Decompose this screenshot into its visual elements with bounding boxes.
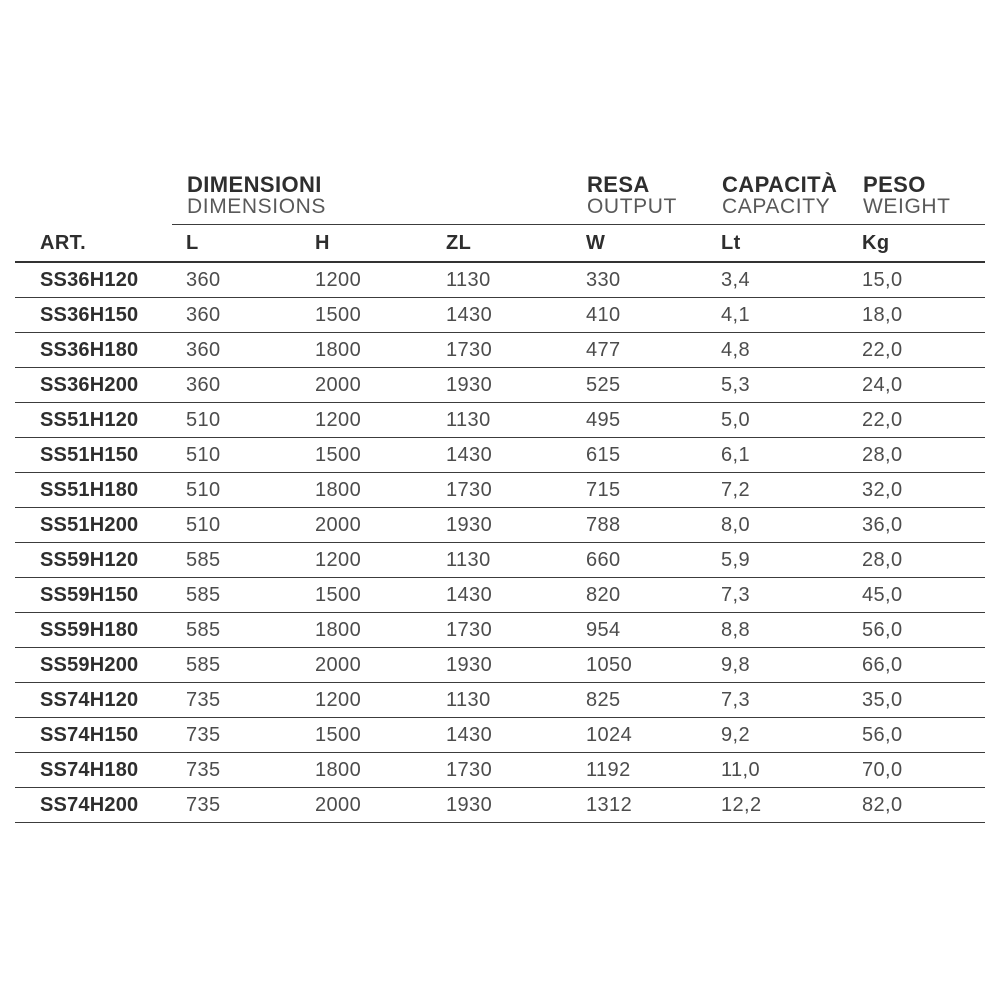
table-row	[15, 473, 985, 508]
kg-value-cell: 22,0	[862, 408, 903, 431]
table-row	[15, 683, 985, 718]
h-value-cell: 1800	[315, 338, 362, 361]
lt-value-cell: 5,9	[721, 548, 751, 571]
table-row	[15, 403, 985, 438]
lt-value-cell: 4,8	[721, 338, 751, 361]
zl-value-cell: 1730	[446, 338, 493, 361]
group-dimensions	[172, 174, 572, 224]
h-value-cell: 1200	[315, 688, 362, 711]
l-value-cell: 735	[186, 688, 221, 711]
h-value-cell: 1800	[315, 478, 362, 501]
l-value-cell: 735	[186, 723, 221, 746]
zl-value-cell: 1930	[446, 373, 493, 396]
l-value-cell: 510	[186, 443, 221, 466]
w-value-cell: 1192	[586, 758, 631, 781]
zl-value-cell: 1730	[446, 478, 493, 501]
group-capacity-label-en: CAPACITY	[722, 195, 831, 218]
lt-value-cell: 7,3	[721, 688, 751, 711]
col-header-kg: Kg	[862, 231, 890, 254]
kg-value-cell: 15,0	[862, 268, 903, 291]
table-row	[15, 718, 985, 753]
zl-value-cell: 1930	[446, 513, 493, 536]
group-dimensions-label-en: DIMENSIONS	[187, 195, 327, 218]
lt-value-cell: 11,0	[721, 758, 761, 781]
lt-value-cell: 7,3	[721, 583, 751, 606]
kg-value-cell: 56,0	[862, 618, 903, 641]
kg-value-cell: 28,0	[862, 443, 903, 466]
group-output-label-it: RESA	[587, 172, 650, 197]
lt-value-cell: 6,1	[721, 443, 751, 466]
kg-value-cell: 70,0	[862, 758, 903, 781]
art-code-cell: SS59H120	[40, 548, 139, 571]
l-value-cell: 510	[186, 513, 221, 536]
w-value-cell: 1312	[586, 793, 633, 816]
l-value-cell: 360	[186, 303, 221, 326]
lt-value-cell: 5,3	[721, 373, 751, 396]
group-header-strip	[172, 174, 985, 225]
w-value-cell: 1050	[586, 653, 633, 676]
table-body	[15, 263, 985, 823]
table-row	[15, 753, 985, 788]
l-value-cell: 735	[186, 793, 221, 816]
kg-value-cell: 22,0	[862, 338, 903, 361]
table-row	[15, 508, 985, 543]
kg-value-cell: 66,0	[862, 653, 903, 676]
art-code-cell: SS74H150	[40, 723, 139, 746]
table-row	[15, 788, 985, 823]
kg-value-cell: 56,0	[862, 723, 903, 746]
zl-value-cell: 1730	[446, 618, 493, 641]
h-value-cell: 1200	[315, 408, 362, 431]
lt-value-cell: 7,2	[721, 478, 751, 501]
zl-value-cell: 1130	[446, 268, 491, 291]
w-value-cell: 820	[586, 583, 621, 606]
spec-table	[15, 168, 985, 823]
w-value-cell: 660	[586, 548, 621, 571]
lt-value-cell: 9,8	[721, 653, 751, 676]
group-output-label-en: OUTPUT	[587, 195, 677, 218]
art-code-cell: SS51H120	[40, 408, 139, 431]
art-code-cell: SS74H200	[40, 793, 139, 816]
w-value-cell: 715	[586, 478, 621, 501]
art-code-cell: SS36H120	[40, 268, 139, 291]
l-value-cell: 585	[186, 653, 221, 676]
zl-value-cell: 1730	[446, 758, 493, 781]
table-row	[15, 263, 985, 298]
art-code-cell: SS36H180	[40, 338, 139, 361]
h-value-cell: 2000	[315, 373, 362, 396]
group-capacity	[707, 174, 848, 224]
art-code-cell: SS51H180	[40, 478, 139, 501]
zl-value-cell: 1430	[446, 723, 493, 746]
zl-value-cell: 1130	[446, 408, 491, 431]
w-value-cell: 330	[586, 268, 621, 291]
lt-value-cell: 8,8	[721, 618, 751, 641]
col-header-zl: ZL	[446, 231, 472, 254]
h-value-cell: 1500	[315, 303, 362, 326]
l-value-cell: 585	[186, 583, 221, 606]
kg-value-cell: 35,0	[862, 688, 903, 711]
l-value-cell: 585	[186, 548, 221, 571]
lt-value-cell: 4,1	[721, 303, 751, 326]
kg-value-cell: 45,0	[862, 583, 903, 606]
col-header-l: L	[186, 231, 199, 254]
l-value-cell: 735	[186, 758, 221, 781]
art-code-cell: SS51H200	[40, 513, 139, 536]
art-code-cell: SS51H150	[40, 443, 139, 466]
l-value-cell: 360	[186, 373, 221, 396]
lt-value-cell: 9,2	[721, 723, 751, 746]
col-header-art: ART.	[40, 231, 87, 254]
group-weight-label-it: PESO	[863, 172, 926, 197]
w-value-cell: 954	[586, 618, 621, 641]
w-value-cell: 495	[586, 408, 621, 431]
group-dimensions-label-it: DIMENSIONI	[187, 172, 322, 197]
lt-value-cell: 8,0	[721, 513, 751, 536]
h-value-cell: 1200	[315, 548, 362, 571]
table-row	[15, 543, 985, 578]
group-weight	[848, 174, 985, 224]
kg-value-cell: 82,0	[862, 793, 903, 816]
art-code-cell: SS74H120	[40, 688, 139, 711]
lt-value-cell: 5,0	[721, 408, 751, 431]
h-value-cell: 1500	[315, 583, 362, 606]
l-value-cell: 510	[186, 478, 221, 501]
h-value-cell: 2000	[315, 793, 362, 816]
art-code-cell: SS36H200	[40, 373, 139, 396]
h-value-cell: 1200	[315, 268, 362, 291]
w-value-cell: 788	[586, 513, 621, 536]
lt-value-cell: 12,2	[721, 793, 762, 816]
group-weight-label-en: WEIGHT	[863, 195, 951, 218]
table-row	[15, 613, 985, 648]
table-group-header-row	[15, 168, 985, 225]
l-value-cell: 510	[186, 408, 221, 431]
table-row	[15, 368, 985, 403]
group-capacity-label-it: CAPACITÀ	[722, 172, 838, 197]
table-row	[15, 578, 985, 613]
group-output	[572, 174, 707, 224]
col-header-lt: Lt	[721, 231, 741, 254]
art-code-cell: SS59H200	[40, 653, 139, 676]
table-row	[15, 438, 985, 473]
lt-value-cell: 3,4	[721, 268, 751, 291]
zl-value-cell: 1430	[446, 583, 493, 606]
zl-value-cell: 1930	[446, 653, 493, 676]
kg-value-cell: 32,0	[862, 478, 903, 501]
l-value-cell: 585	[186, 618, 221, 641]
w-value-cell: 477	[586, 338, 621, 361]
col-header-h: H	[315, 231, 330, 254]
col-header-w: W	[586, 231, 606, 254]
art-code-cell: SS59H150	[40, 583, 139, 606]
kg-value-cell: 24,0	[862, 373, 903, 396]
zl-value-cell: 1430	[446, 443, 493, 466]
table-column-header-row	[15, 225, 985, 263]
table-row	[15, 333, 985, 368]
zl-value-cell: 1930	[446, 793, 493, 816]
w-value-cell: 410	[586, 303, 621, 326]
w-value-cell: 1024	[586, 723, 633, 746]
zl-value-cell: 1430	[446, 303, 493, 326]
w-value-cell: 825	[586, 688, 621, 711]
art-code-cell: SS74H180	[40, 758, 139, 781]
w-value-cell: 525	[586, 373, 621, 396]
w-value-cell: 615	[586, 443, 621, 466]
h-value-cell: 2000	[315, 513, 362, 536]
zl-value-cell: 1130	[446, 548, 491, 571]
table-row	[15, 298, 985, 333]
h-value-cell: 1800	[315, 618, 362, 641]
art-code-cell: SS36H150	[40, 303, 139, 326]
art-code-cell: SS59H180	[40, 618, 139, 641]
zl-value-cell: 1130	[446, 688, 491, 711]
kg-value-cell: 28,0	[862, 548, 903, 571]
l-value-cell: 360	[186, 268, 221, 291]
kg-value-cell: 36,0	[862, 513, 903, 536]
h-value-cell: 1800	[315, 758, 362, 781]
h-value-cell: 1500	[315, 443, 362, 466]
h-value-cell: 1500	[315, 723, 362, 746]
l-value-cell: 360	[186, 338, 221, 361]
h-value-cell: 2000	[315, 653, 362, 676]
table-row	[15, 648, 985, 683]
kg-value-cell: 18,0	[862, 303, 903, 326]
